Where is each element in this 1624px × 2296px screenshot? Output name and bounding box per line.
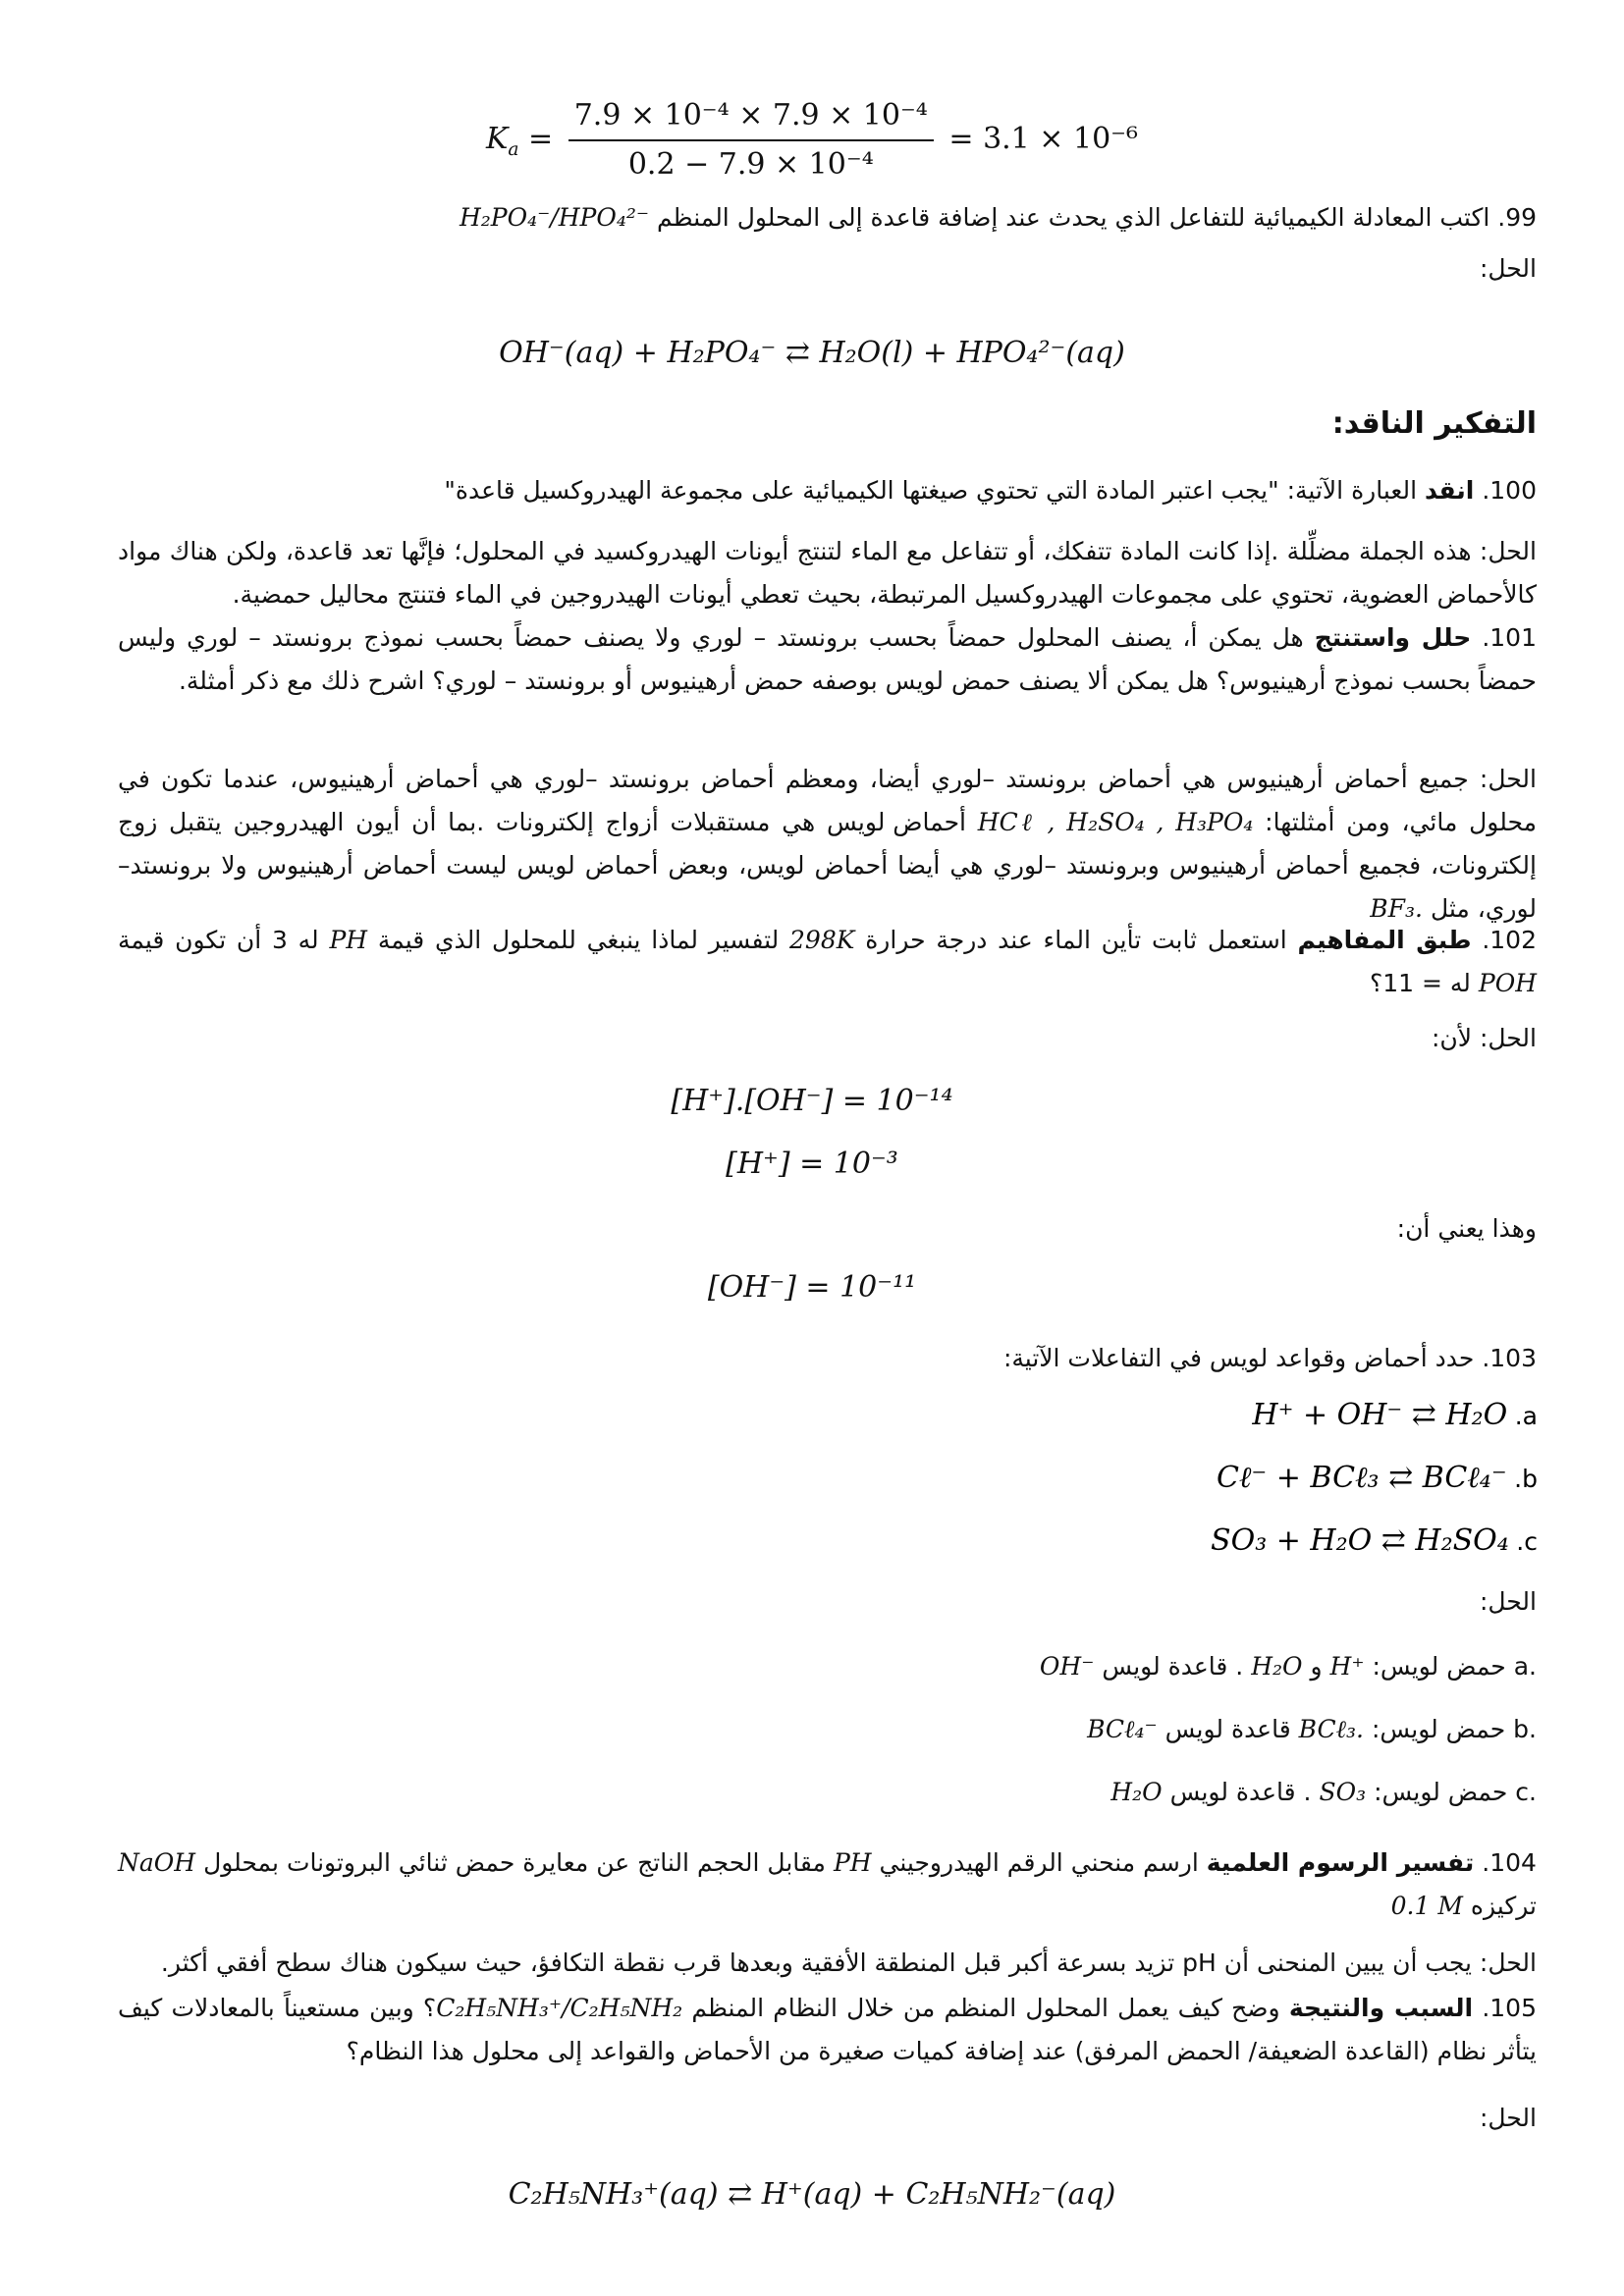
q103-reaction-b: Cℓ⁻ + BCℓ₃ ⇄ BCℓ₄⁻ .b	[1216, 1461, 1538, 1495]
q99-solution-label: الحل:	[1479, 254, 1537, 283]
q103-answer-b: .b حمض لويس: BCℓ₃. قاعدة لويس BCℓ₄⁻	[1087, 1715, 1537, 1743]
q102-eq3: [OH⁻] = 10⁻¹¹	[707, 1270, 917, 1305]
q105-equation: C₂H₅NH₃⁺(aq) ⇄ H⁺(aq) + C₂H₅NH₂⁻(aq)	[508, 2177, 1116, 2212]
q105-solution-label: الحل:	[1479, 2104, 1537, 2132]
q102-eq2: [H⁺] = 10⁻³	[726, 1147, 898, 1181]
q104-solution: الحل: يجب أن يبين المنحنى أن pH تزيد بسرعة أكبر قبل المنطقة الأفقية وبعدها قرب نقطة التكافؤ، حيث سيكون هناك سطح أفقي أكثر.	[160, 1949, 1537, 1977]
ka-equation: $K_a$ = $\frac{\text{7.9 × 10⁻⁴ × 7.9 × 10⁻⁴}}{\text{0.2 − 7.9 × 10⁻⁴}}$ = 3.1 × 10⁻⁶	[0, 94, 1624, 187]
q103-reaction-c: SO₃ + H₂O ⇄ H₂SO₄ .c	[1211, 1523, 1538, 1558]
ka-fraction: $\frac{\text{7.9 × 10⁻⁴ × 7.9 × 10⁻⁴}}{\text{0.2 − 7.9 × 10⁻⁴}}$	[568, 94, 934, 187]
question-101: 101. حلل واستنتج هل يمكن أ، يصنف المحلول حمضاً بحسب برونستد – لوري ولا يصنف حمضاً بحسب نموذج برونستد – لوري وليس حمضاً بحسب نموذج أرهينيوس؟ هل يمكن ألا يصنف حمض لويس بوصفه حمض أرهينيوس أو برونستد – لوري؟ اشرح ذلك مع ذكر أمثلة.	[118, 623, 1537, 695]
question-103: 103. حدد أحماض وقواعد لويس في التفاعلات الآتية:	[1002, 1344, 1537, 1372]
question-104: 104. تفسير الرسوم العلمية ارسم منحني الرقم الهيدروجيني PH مقابل الحجم الناتج عن معايرة حمض ثنائي البروتونات بمحلول NaOH تركيزه 0.1 M	[118, 1848, 1537, 1920]
q102-means: وهذا يعني أن:	[1396, 1214, 1537, 1243]
q99-equation: OH⁻(aq) + H₂PO₄⁻ ⇄ H₂O(l) + HPO₄²⁻(aq)	[499, 336, 1125, 370]
q102-eq1: [H⁺].[OH⁻] = 10⁻¹⁴	[671, 1084, 953, 1118]
q100-solution: الحل: هذه الجملة مضلِّلة .إذا كانت المادة تتفكك، أو تتفاعل مع الماء لتنتج أيونات الهيدروكسيد في المحلول؛ فإنَّها تعد قاعدة، ولكن هناك مواد كالأحماض العضوية، تحتوي على مجموعات الهيدروكسيل المرتبطة، بحيث تعطي أيونات الهيدروجين في الماء فتنتج محاليل حمضية.	[118, 537, 1537, 609]
q103-answer-c: .c حمض لويس: SO₃ . قاعدة لويس H₂O	[1110, 1778, 1537, 1806]
question-102: 102. طبق المفاهيم استعمل ثابت تأين الماء عند درجة حرارة 298K لتفسير لماذا ينبغي للمحلول الذي قيمة PH له 3 أن تكون قيمة POH له = 11؟	[118, 926, 1537, 997]
critical-thinking-heading: التفكير الناقد:	[1331, 406, 1537, 441]
q102-solution-label: الحل: لأن:	[1431, 1024, 1537, 1052]
question-99: 99. اكتب المعادلة الكيميائية للتفاعل الذي يحدث عند إضافة قاعدة إلى المحلول المنظم H₂PO₄⁻/HPO₄²⁻	[459, 203, 1537, 232]
q103-reaction-a: H⁺ + OH⁻ ⇄ H₂O .a	[1252, 1398, 1538, 1432]
q103-answer-a: .a حمض لويس: H⁺ و H₂O . قاعدة لويس OH⁻	[1039, 1652, 1537, 1681]
question-105: 105. السبب والنتيجة وضح كيف يعمل المحلول المنظم من خلال النظام المنظم C₂H₅NH₃⁺/C₂H₅NH₂؟ وبين مستعيناً بالمعادلات كيف يتأثر نظام (القاعدة الضعيفة/ الحمض المرفق) عند إضافة كميات صغيرة من الأحماض والقواعد إلى محلول هذا النظام؟	[118, 1994, 1537, 2065]
question-100: 100. انقد العبارة الآتية: "يجب اعتبر المادة التي تحتوي صيغتها الكيميائية على مجموعة الهيدروكسيل قاعدة"	[444, 476, 1537, 505]
q101-solution: الحل: جميع أحماض أرهينيوس هي أحماض برونستد –لوري أيضا، ومعظم أحماض برونستد –لوري هي أحماض أرهينيوس، عندما تكون في محلول مائي، ومن أمثلتها: HCℓ , H₂SO₄ , H₃PO₄ أحماض لويس هي مستقبلات أزواج إلكترونات .بما أن أيون الهيدروجين يتقبل زوج إلكترونات، فجميع أحماض أرهينيوس وبرونستد –لوري هي أيضا أحماض لويس، وبعض أحماض لويس ليست أحماض أرهينيوس ولا برونستد–لوري، مثل BF₃.	[118, 765, 1538, 923]
q103-solution-label: الحل:	[1479, 1587, 1537, 1616]
